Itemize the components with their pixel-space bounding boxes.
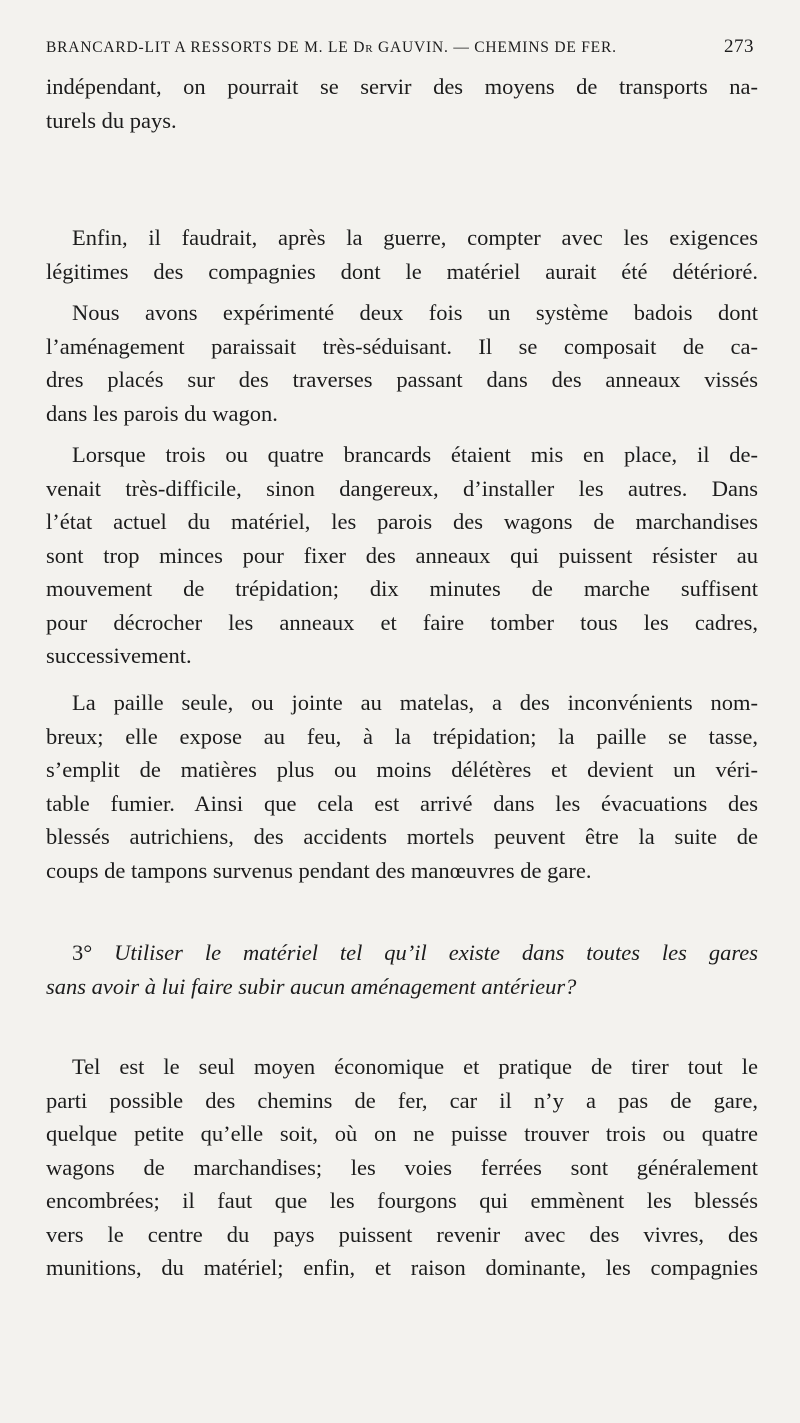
paragraph-5 bbox=[46, 686, 758, 887]
text-line: Enfin, il faudrait, après la guerre, compter avec les exigences bbox=[72, 225, 758, 250]
text-line bbox=[46, 936, 758, 970]
text-line: table fumier. Ainsi que cela est arrivé dans les évacuations des bbox=[46, 790, 758, 816]
paragraph-7 bbox=[46, 1050, 758, 1285]
text-line: sans avoir à lui faire subir aucun aménagement antérieur? bbox=[46, 973, 577, 999]
text-line: La paille seule, ou jointe au matelas, a des inconvénients nom- bbox=[72, 690, 758, 715]
running-head bbox=[46, 36, 754, 58]
paragraph-1 bbox=[46, 70, 758, 137]
text-line: dans les parois du wagon. bbox=[46, 400, 278, 426]
text-line: breux; elle expose au feu, à la trépidation; la paille se tasse, bbox=[46, 723, 758, 749]
text-line: blessés autrichiens, des accidents mortels peuvent être la suite de bbox=[46, 824, 758, 849]
paragraph-2 bbox=[46, 221, 758, 288]
text-line: sont trop minces pour fixer des anneaux qui puissent résister au bbox=[46, 542, 758, 568]
text-line: venait très-difficile, sinon dangereux, d’installer les autres. Dans bbox=[46, 475, 758, 501]
text-line: coups de tampons survenus pendant des manœuvres de gare. bbox=[46, 857, 592, 883]
text-line: l’aménagement paraissait très-séduisant. Il se composait de ca- bbox=[46, 333, 758, 359]
text-line: s’emplit de matières plus ou moins délétères et devient un véri- bbox=[46, 757, 758, 782]
text-line: successivement. bbox=[46, 643, 192, 668]
page-number: 273 bbox=[724, 36, 754, 57]
text-line: Nous avons expérimenté deux fois un système badois dont bbox=[72, 300, 758, 325]
text-line: wagons de marchandises; les voies ferrées sont généralement bbox=[46, 1154, 758, 1180]
section-number: 3° bbox=[72, 940, 93, 965]
text-line: légitimes des compagnies dont le matériel aurait été détérioré. bbox=[46, 258, 758, 284]
text-line: quelque petite qu’elle soit, où on ne puisse trouver trois ou quatre bbox=[46, 1121, 758, 1146]
text-line: pour décrocher les anneaux et faire tomber tous les cadres, bbox=[46, 609, 758, 635]
text-line: encombrées; il faut que les fourgons qui emmènent les blessés bbox=[46, 1188, 758, 1213]
text-line: turels du pays. bbox=[46, 107, 177, 133]
text-line: Lorsque trois ou quatre brancards étaient mis en place, il de- bbox=[72, 442, 758, 467]
text-line: vers le centre du pays puissent revenir avec des vivres, des bbox=[46, 1221, 758, 1247]
text-line: l’état actuel du matériel, les parois des wagons de marchandises bbox=[46, 509, 758, 534]
section-question bbox=[46, 936, 758, 1003]
text-line: munitions, du matériel; enfin, et raison dominante, les compagnies bbox=[46, 1255, 758, 1280]
text-line: Tel est le seul moyen économique et pratique de tirer tout le bbox=[72, 1054, 758, 1079]
running-head-title: BRANCARD-LIT A RESSORTS DE M. LE Dr GAUVIN. — CHEMINS DE FER. bbox=[46, 39, 617, 56]
text-line: mouvement de trépidation; dix minutes de marche suffisent bbox=[46, 576, 758, 601]
text-line: parti possible des chemins de fer, car il n’y a pas de gare, bbox=[46, 1087, 758, 1113]
text-line: dres placés sur des traverses passant dans des anneaux vissés bbox=[46, 367, 758, 392]
paragraph-4 bbox=[46, 438, 758, 673]
section-heading-text: Utiliser le matériel tel qu’il existe dans toutes les gares bbox=[114, 940, 758, 965]
paragraph-3 bbox=[46, 296, 758, 430]
text-line: indépendant, on pourrait se servir des moyens de transports na- bbox=[46, 74, 758, 99]
